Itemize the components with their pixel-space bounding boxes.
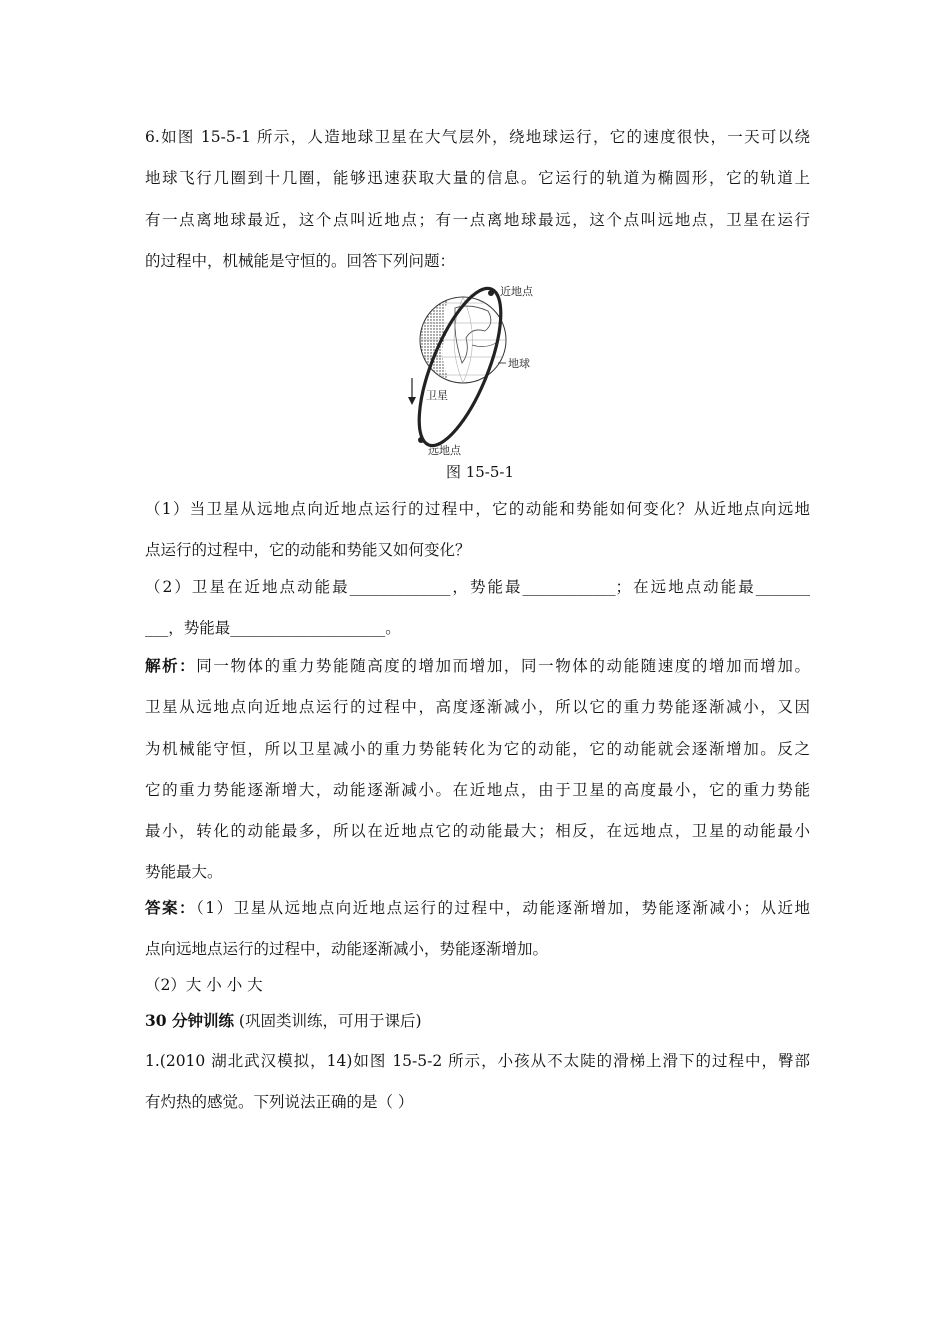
analysis-first-sentence: 同一物体的重力势能随高度的增加而增加，同一物体的动能随速度的增加而增加。	[196, 657, 810, 675]
answer-line-2: 点向远地点运行的过程中，动能逐渐减小，势能逐渐增加。	[145, 940, 549, 958]
apogee-point	[418, 437, 424, 443]
question1-line-1: （1）当卫星从远地点向近地点运行的过程中，它的动能和势能如何变化？从近地点向远地	[145, 500, 810, 518]
section-title: 30 分钟训练	[145, 1011, 234, 1030]
perigee-point	[488, 290, 494, 296]
earth-globe	[420, 297, 506, 383]
problem6-line-3: 有一点离地球最近，这个点叫近地点；有一点离地球最远，这个点叫远地点，卫星在运行	[145, 211, 810, 229]
analysis-line-4: 它的重力势能逐渐增大，动能逐渐减小。在近地点，由于卫星的高度最小，它的重力势能	[145, 781, 810, 799]
analysis-line-6: 势能最大。	[145, 863, 223, 881]
analysis-line-3: 为机械能守恒，所以卫星减小的重力势能转化为它的动能，它的动能就会逐渐增加。反之	[145, 740, 810, 758]
satellite-orbit-figure	[400, 283, 560, 463]
answer-first-sentence: （1）卫星从远地点向近地点运行的过程中，动能逐渐增加，势能逐渐减小；从近地	[196, 899, 810, 917]
earth-label: 地球	[508, 357, 530, 370]
answer-line-1	[145, 898, 810, 918]
figure-caption: 图 15-5-1	[445, 463, 515, 481]
problem6-line-1: 6.如图 15-5-1 所示，人造地球卫星在大气层外，绕地球运行，它的速度很快，一天可以绕	[145, 128, 810, 146]
problem1-line-1: 1.(2010 湖北武汉模拟，14)如图 15-5-2 所示，小孩从不太陡的滑梯上滑下的过程中，臀部	[145, 1052, 810, 1070]
problem6-line-2: 地球飞行几圈到十几圈，能够迅速获取大量的信息。它运行的轨道为椭圆形，它的轨道上	[145, 169, 810, 187]
perigee-label: 近地点	[500, 285, 533, 298]
question2-line-1: （2）卫星在近地点动能最_____________，势能最____________；在远地点动能最_______	[145, 578, 810, 596]
answer-line-3: （2）大 小 小 大	[145, 976, 263, 994]
analysis-line-2: 卫星从远地点向近地点运行的过程中，高度逐渐减小，所以它的重力势能逐渐减小，又因	[145, 698, 810, 716]
answer-label: 答案：	[145, 898, 196, 917]
apogee-label: 远地点	[428, 444, 461, 457]
satellite-arrow-icon	[408, 378, 416, 405]
problem1-line-2: 有灼热的感觉。下列说法正确的是（ ）	[145, 1093, 414, 1111]
question1-line-2: 点运行的过程中，它的动能和势能又如何变化？	[145, 541, 471, 559]
analysis-line-1	[145, 656, 810, 676]
section-subtitle: (巩固类训练，可用于课后)	[233, 1012, 422, 1030]
question2-line-2: ___，势能最____________________。	[145, 619, 401, 637]
satellite-label: 卫星	[426, 389, 448, 402]
section-heading	[145, 1011, 810, 1031]
analysis-label: 解析：	[145, 656, 197, 675]
problem6-line-4: 的过程中，机械能是守恒的。回答下列问题：	[145, 252, 456, 270]
orbit-diagram	[400, 283, 560, 463]
analysis-line-5: 最小，转化的动能最多，所以在近地点它的动能最大；相反，在远地点，卫星的动能最小	[145, 822, 810, 840]
